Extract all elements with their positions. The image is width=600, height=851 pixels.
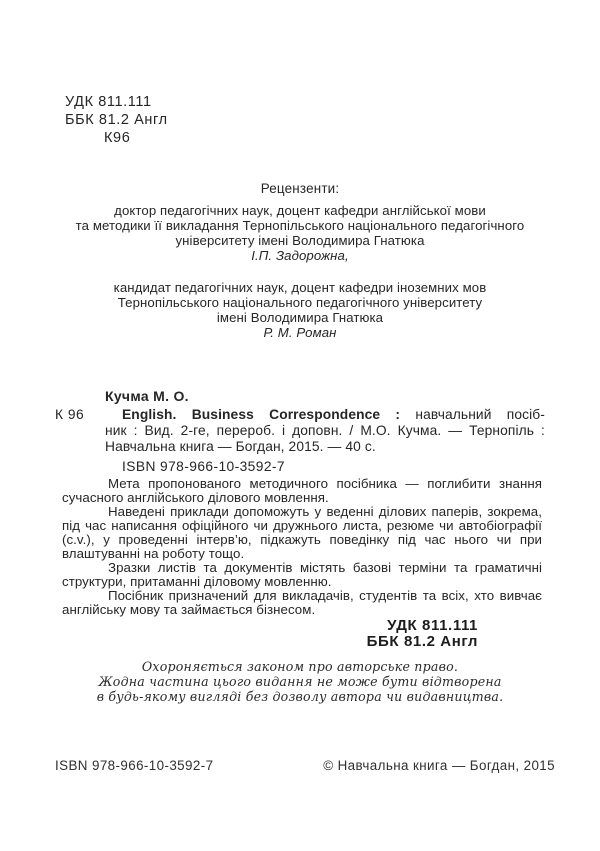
copyright-line: в будь-якому вигляді без дозволу автора чи видавництва. bbox=[96, 689, 504, 704]
bbk-code: ББК 81.2 Англ bbox=[65, 112, 168, 128]
author-sign: К96 bbox=[104, 130, 131, 146]
catalog-entry bbox=[55, 407, 545, 455]
annotation-paragraph: Наведені приклади допоможуть у веденні ділових паперів, зокрема, під час написання офіційного чи дружнього листа, резюме чи автобіографії (c.v.), у проведенні інтерв’ю, підкажуть поведінку під час нього чи при влаштуванні на роботу тощо. bbox=[62, 504, 542, 561]
annotation-section bbox=[62, 477, 542, 617]
author-heading: Кучма М. О. bbox=[105, 388, 189, 404]
bbk-code-bottom: ББК 81.2 Англ bbox=[366, 632, 478, 650]
catalog-line: ник : Вид. 2-ге, перероб. і доповн. / М.О. Кучма. — Тернопіль : bbox=[105, 423, 545, 438]
copyright-line: Охороняється законом про авторське право. bbox=[141, 659, 459, 674]
isbn-number: ISBN 978-966-10-3592-7 bbox=[122, 459, 285, 474]
catalog-line bbox=[105, 407, 545, 423]
reviewer-entry bbox=[0, 280, 600, 340]
book-title: English. Business Correspondence : bbox=[122, 407, 401, 422]
reviewer-degree-line: та методики її викладання Тернопільського національного педагогічного bbox=[75, 218, 525, 233]
reviewer-entry bbox=[0, 203, 600, 263]
annotation-paragraph: Мета пропонованого методичного посібника — поглибити знання сучасного англійського ділового мовлення. bbox=[62, 476, 542, 505]
imprint-footer bbox=[55, 757, 555, 774]
reviewers-section bbox=[0, 181, 600, 340]
catalog-line-rest: навчальний посіб- bbox=[400, 407, 545, 422]
annotation-paragraph: Посібник призначений для викладачів, студентів та всіх, хто вивчає англійську мову та займається бізнесом. bbox=[62, 588, 542, 617]
footer-isbn: ISBN 978-966-10-3592-7 bbox=[55, 758, 214, 773]
reviewer-degree-line: Тернопільського національного педагогічного університету bbox=[117, 295, 483, 310]
catalog-code: К 96 bbox=[55, 407, 85, 422]
reviewer-name: Р. М. Роман bbox=[263, 325, 337, 340]
reviewer-degree-line: університету імені Володимира Гнатюка bbox=[175, 233, 425, 248]
udc-code-bottom: УДК 811.111 bbox=[387, 617, 478, 634]
reviewer-degree-line: доктор педагогічних наук, доцент кафедри англійської мови bbox=[114, 203, 486, 218]
classification-codes-top bbox=[65, 93, 600, 147]
annotation-paragraph: Зразки листів та документів містять базові терміни та граматичні структури, притаманні діловому мовленню. bbox=[62, 560, 542, 589]
copyright-protection-notice bbox=[0, 659, 600, 704]
reviewer-name: І.П. Задорожна, bbox=[251, 248, 349, 263]
reviewers-heading: Рецензенти: bbox=[260, 181, 340, 196]
reviewer-degree-line: кандидат педагогічних наук, доцент кафедри іноземних мов bbox=[113, 280, 487, 295]
catalog-card-section bbox=[0, 388, 600, 475]
udc-code: УДК 811.111 bbox=[65, 94, 152, 110]
catalog-line: Навчальна книга — Богдан, 2015. — 40 с. bbox=[105, 439, 376, 454]
classification-codes-bottom bbox=[0, 618, 478, 649]
footer-publisher: © Навчальна книга — Богдан, 2015 bbox=[323, 758, 555, 773]
copyright-line: Жодна частина цього видання не може бути відтворена bbox=[98, 674, 502, 689]
reviewer-degree-line: імені Володимира Гнатюка bbox=[216, 310, 384, 325]
